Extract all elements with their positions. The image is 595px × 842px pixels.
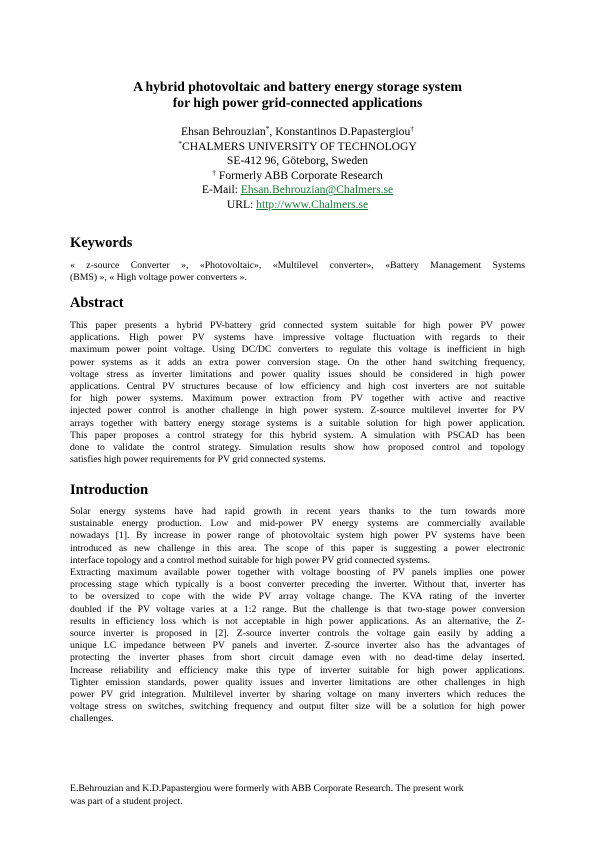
text-line: applications. High power PV systems have impressive voltage fluctuation with regards to their (70, 332, 525, 344)
title-line-2: for high power grid-connected applications (172, 95, 423, 110)
text-line: This paper presents a hybrid PV-battery grid connected system suitable for high power PV power (70, 320, 525, 331)
text-line: injected power control is another challenge in high power system. Z-source multilevel inverter for PV (70, 405, 525, 417)
affiliation-2 (70, 169, 525, 184)
affiliation-1-name: CHALMERS UNIVERSITY OF TECHNOLOGY (181, 139, 417, 153)
affiliation-2-mark: † (212, 167, 216, 177)
abstract-heading: Abstract (70, 295, 124, 311)
introduction-paragraph-1 (70, 506, 525, 567)
text-line: satisfies high power requirements for PV grid connected systems. (70, 454, 326, 466)
text-line: voltage stress on switches, switching frequency and output filter size will be a solution for high power (70, 701, 525, 713)
affiliation-1 (70, 140, 525, 155)
text-line: unique LC impedance between PV panels and inverter. Z-source inverter also has the advantages of (70, 640, 525, 652)
text-line: maximum power point voltage. Using DC/DC converters to regulate this voltage is inefficient in high (70, 344, 525, 356)
affiliation-1-mark: * (178, 138, 182, 148)
title-line-1: A hybrid photovoltaic and battery energy storage system (133, 79, 462, 94)
text-line: challenges. (70, 713, 114, 725)
text-line: E.Behrouzian and K.D.Papastergiou were formerly with ABB Corporate Research. The present work (70, 783, 464, 794)
url-line (70, 198, 525, 213)
text-line: « z-source Converter », «Photovoltaic», «Multilevel converter», «Battery Management Systems (70, 260, 525, 271)
text-line: power systems as it adds an extra power conversion stage. On the other hand switching frequency, (70, 356, 525, 368)
text-line: Increase reliability and efficiency make this type of inverter suitable for high power applications. (70, 664, 525, 676)
text-line: (BMS) », « High voltage power converters ». (70, 272, 247, 284)
text-line: for high power systems. Maximum power extraction from PV together with active and reactive (70, 393, 525, 405)
text-line: This paper proposes a control strategy for this hybrid system. A simulation with PSCAD has been (70, 429, 525, 441)
author-1: Ehsan Behrouzian (180, 125, 266, 138)
url-label: URL: (226, 197, 257, 211)
text-line: Tighter emission standards, power quality issues and inverter limitations are other challenges in high (70, 676, 525, 688)
text-line: nowadays [1]. By increase in power range of photovoltaic system high power PV systems have been (70, 530, 525, 542)
text-line: introduced as new challenge in this area. The scope of this paper is suggesting a power electronic (70, 542, 525, 554)
text-line: sustainable energy production. Low and mid-power PV energy systems are commercially available (70, 518, 525, 530)
abstract-text (70, 320, 525, 466)
affiliation-address: SE-412 96, Göteborg, Sweden (226, 154, 369, 168)
footnote (70, 782, 525, 808)
url-link[interactable]: http://www.Chalmers.se (256, 197, 369, 211)
author-2-mark: † (410, 124, 414, 133)
text-line: Solar energy systems have had rapid growth in recent years thanks to the turn towards more (70, 506, 525, 517)
author-block (70, 125, 525, 213)
text-line: was part of a student project. (70, 796, 183, 807)
text-line: arrays together with battery energy storage systems is a suitable solution for high power application. (70, 417, 525, 429)
affiliation-2-name: Formerly ABB Corporate Research (215, 168, 383, 182)
introduction-paragraph-2 (70, 567, 525, 726)
text-line: power PV grid integration. Multilevel inverter by sharing voltage on many inverters which reduces the (70, 689, 525, 701)
author-names (70, 125, 525, 140)
text-line: to be oversized to cope with the wide PV array voltage change. The KVA rating of the inverter (70, 591, 525, 603)
text-line: done to validate the control strategy. Simulation results show how proposed control and topology (70, 442, 525, 454)
text-line: processing stage which typically is a boost converter preceding the inverter. Without that, inverter has (70, 579, 525, 591)
email-line (70, 183, 525, 198)
email-label: E-Mail: (201, 183, 241, 197)
text-line: results in efficiency loss which is not acceptable in high power applications. As an alternative, the Z- (70, 615, 525, 627)
text-line: protecting the inverter phases from short circuit damage even with no dead-time delay inserted. (70, 652, 525, 664)
text-line: Extracting maximum available power together with voltage boosting of PV panels implies one power (70, 567, 525, 578)
keywords-text (70, 260, 525, 284)
introduction-heading: Introduction (70, 482, 149, 498)
text-line: voltage stress as inverter limitations and power quality issues should be considered in high power (70, 368, 525, 380)
text-line: interface topology and a control method suitable for high power PV grid connected systems. (70, 554, 430, 566)
author-2: Konstantinos D.Papastergiou (275, 125, 411, 138)
text-line: source inverter is proposed in [2]. Z-source inverter controls the voltage gain easily by adding a (70, 628, 525, 640)
author-1-mark: * (265, 124, 270, 133)
keywords-heading: Keywords (70, 235, 133, 251)
text-line: doubled if the PV voltage varies at a 1:2 range. But the challenge is that two-stage power conversion (70, 603, 525, 615)
text-line: applications. Central PV structures because of low efficiency and high cost inverters are not suitable (70, 381, 525, 393)
author-separator: , (269, 125, 276, 138)
paper-title (70, 79, 525, 111)
email-link[interactable]: Ehsan.Behrouzian@Chalmers.se (240, 183, 394, 197)
